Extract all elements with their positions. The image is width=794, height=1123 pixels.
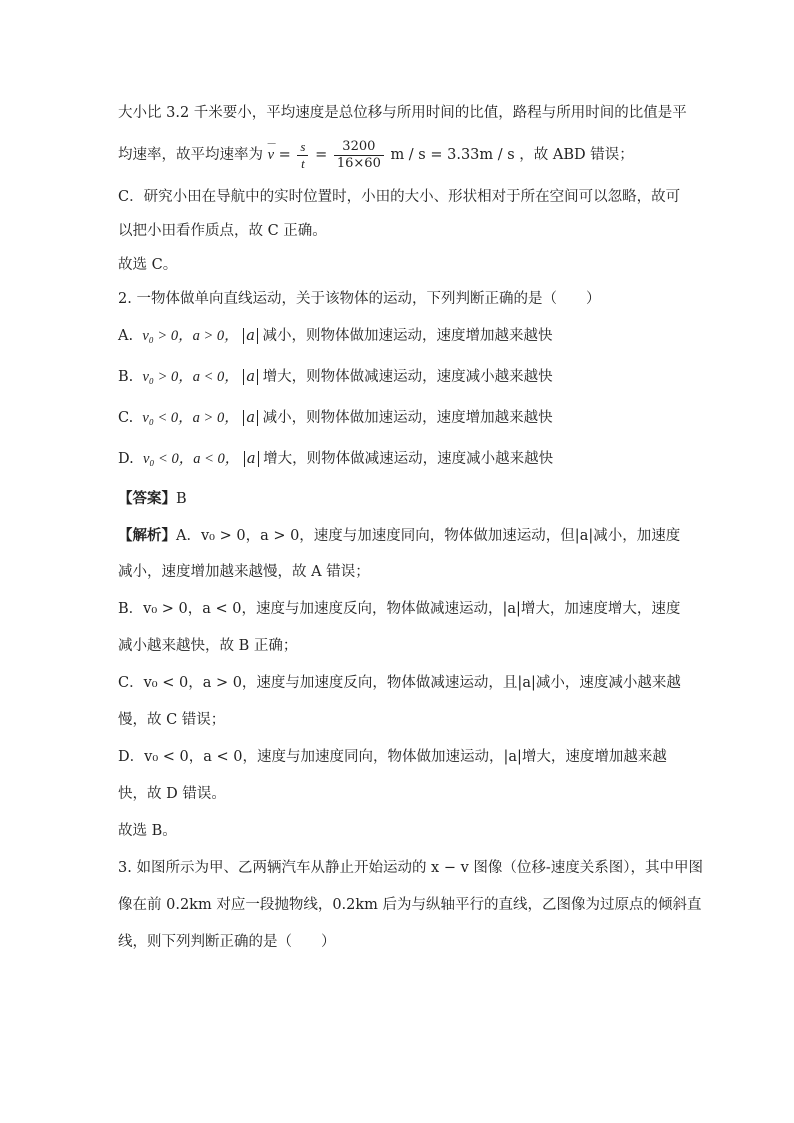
- option-condition: v₀ < 0，a > 0，: [142, 410, 239, 426]
- question-3-line-2: 像在前 0.2km 对应一段抛物线，0.2km 后为与纵轴平行的直线，乙图像为过原点的倾斜直: [118, 897, 702, 913]
- analysis-tag: 【解析】: [118, 527, 176, 544]
- analysis-c-line-2: 慢，故 C 错误；: [118, 712, 226, 728]
- question-3-line-1: 3. 如图所示为甲、乙两辆汽车从静止开始运动的 x − v 图像（位移-速度关系图），其中甲图: [118, 860, 704, 876]
- analysis-a-line-2: 减小，速度增加越来越慢，故 A 错误；: [118, 564, 370, 580]
- option-text: 减小，则物体做加速运动，速度增加越来越快: [262, 328, 553, 344]
- analysis-c-line-1: C．v₀ < 0，a > 0，速度与加速度反向，物体做减速运动，且|a|减小，速度减小越来越: [118, 675, 681, 691]
- analysis-b-line-1: B．v₀ > 0，a < 0，速度与加速度反向，物体做减速运动，|a|增大，加速度增大，速度: [118, 601, 681, 617]
- question-2-stem: 2. 一物体做单向直线运动，关于该物体的运动，下列判断正确的是（ ）: [118, 291, 601, 307]
- analysis-a-text: A．v₀ > 0，a > 0，速度与加速度同向，物体做加速运动，但|a|减小，加速度: [176, 528, 681, 544]
- avg-rate-symbol: — v: [268, 130, 274, 180]
- analysis-a-line-1: [118, 517, 681, 554]
- option-label: D.: [118, 451, 134, 467]
- option-label: B.: [118, 369, 134, 385]
- prev-line-2-post: m / s = 3.33m / s ，故 ABD 错误；: [390, 147, 634, 163]
- prev-conclusion: 故选 C。: [118, 257, 178, 273]
- option-c: [118, 398, 678, 439]
- answer-tag: 【答案】: [118, 490, 176, 507]
- analysis-d-line-2: 快，故 D 错误。: [118, 786, 226, 802]
- prev-line-2-pre: 均速率，故平均速率为: [118, 147, 263, 163]
- option-text: 增大，则物体做减速运动，速度减小越来越快: [263, 451, 554, 467]
- equals-1: =: [278, 147, 296, 163]
- abs-a: a: [243, 369, 258, 385]
- prev-line-2: [118, 130, 678, 180]
- option-label: A.: [118, 328, 134, 344]
- q2-conclusion: 故选 B。: [118, 823, 177, 839]
- prev-line-3: C．研究小田在导航中的实时位置时，小田的大小、形状相对于所在空间可以忽略，故可: [118, 189, 681, 205]
- analysis-b-line-2: 减小越来越快，故 B 正确；: [118, 638, 298, 654]
- abs-a: a: [244, 451, 259, 467]
- analysis-d-line-1: D．v₀ < 0，a < 0，速度与加速度同向，物体做加速运动，|a|增大，速度增加越来越: [118, 749, 667, 765]
- option-condition: v₀ < 0，a < 0，: [142, 451, 240, 467]
- prev-line-4: 以把小田看作质点，故 C 正确。: [118, 223, 327, 239]
- fraction-s-over-t: [297, 139, 308, 172]
- option-condition: v₀ > 0，a > 0，: [142, 328, 239, 344]
- option-d: [118, 439, 678, 480]
- option-b: [118, 357, 678, 398]
- option-condition: v₀ > 0，a < 0，: [142, 369, 239, 385]
- equals-2: =: [315, 147, 332, 163]
- option-text: 减小，则物体做加速运动，速度增加越来越快: [262, 410, 553, 426]
- answer-value: B: [176, 491, 187, 507]
- fraction-value: [334, 139, 384, 172]
- option-text: 增大，则物体做减速运动，速度减小越来越快: [262, 369, 553, 385]
- option-a: [118, 316, 678, 357]
- abs-a: a: [243, 328, 258, 344]
- fraction-denominator: 16×60: [336, 155, 381, 171]
- fraction-s: s: [297, 139, 308, 156]
- option-label: C.: [118, 410, 134, 426]
- fraction-numerator: 3200: [334, 139, 384, 156]
- answer-line: [118, 480, 678, 517]
- document-page: [118, 96, 704, 961]
- abs-a: a: [243, 410, 258, 426]
- prev-line-1: 大小比 3.2 千米要小，平均速度是总位移与所用时间的比值，路程与所用时间的比值是平: [118, 105, 687, 121]
- fraction-t: t: [301, 155, 305, 171]
- question-3-line-3: 线，则下列判断正确的是（ ）: [118, 934, 336, 950]
